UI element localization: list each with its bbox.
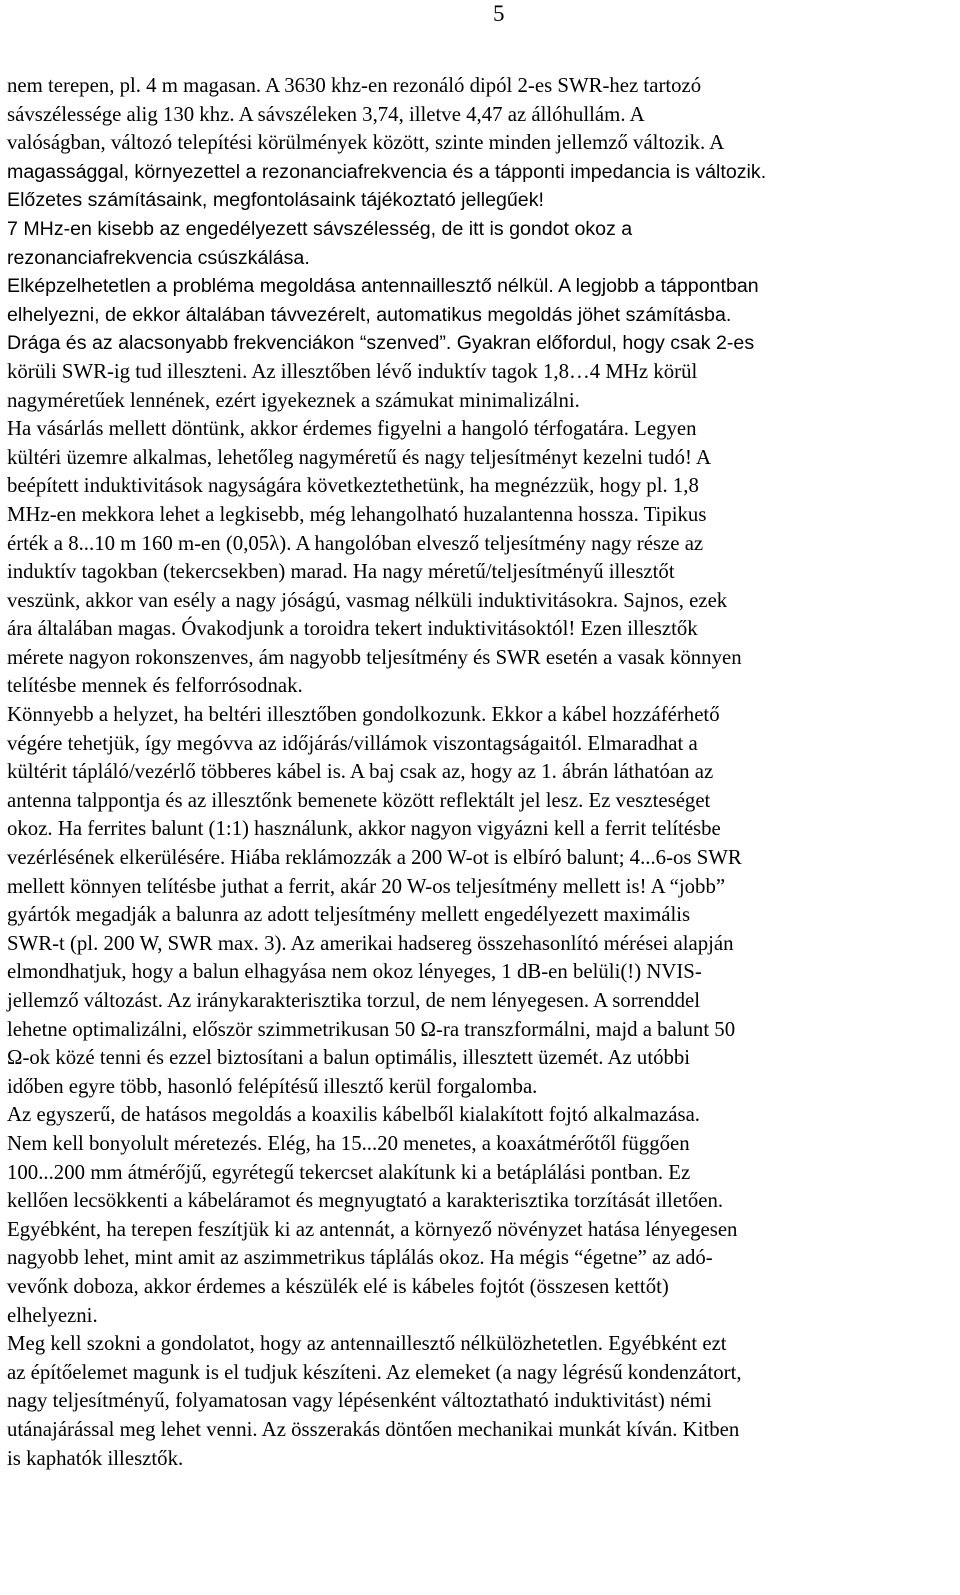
text-line: induktív tagokban (tekercsekben) marad. Ha nagy méretű/teljesítményű illesztőt <box>7 560 675 584</box>
text-line: az építőelemet magunk is el tudjuk készíteni. Az elemeket (a nagy légrésű kondenzátort, <box>7 1360 742 1384</box>
text-line: Az egyszerű, de hatásos megoldás a koaxilis kábelből kialakított fojtó alkalmazása. <box>7 1103 701 1127</box>
text-line: kellően lecsökkenti a kábeláramot és megnyugtató a karakterisztika torzítását illetően. <box>7 1189 724 1213</box>
text-line: Ω-ok közé tenni és ezzel biztosítani a balun optimális, illesztett üzemét. Az utóbbi <box>7 1046 691 1070</box>
text-line: Könnyebb a helyzet, ha beltéri illesztőben gondolkozunk. Ekkor a kábel hozzáférhető <box>7 703 720 727</box>
text-line: utánajárással meg lehet venni. Az összerakás döntően mechanikai munkát kíván. Kitben <box>7 1417 740 1441</box>
text-line: Elképzelhetetlen a probléma megoldása antennaillesztő nélkül. A legjobb a táppontban <box>7 275 759 298</box>
text-line: időben egyre több, hasonló felépítésű illesztő kerül forgalomba. <box>7 1074 538 1098</box>
text-line: elmondhatjuk, hogy a balun elhagyása nem okoz lényeges, 1 dB-en belüli(!) NVIS- <box>7 960 702 984</box>
page-number: 5 <box>493 1 505 26</box>
text-line: rezonanciafrekvencia csúszkálása. <box>7 246 310 269</box>
text-line: ára általában magas. Óvakodjunk a toroidra tekert induktivitásoktól! Ezen illesztők <box>7 617 698 641</box>
text-line: nem terepen, pl. 4 m magasan. A 3630 khz-en rezonáló dipól 2-es SWR-hez tartozó <box>7 74 702 97</box>
text-line: Ha vásárlás mellett döntünk, akkor érdemes figyelni a hangoló térfogatára. Legyen <box>7 417 697 441</box>
text-line: gyártók megadják a balunra az adott teljesítmény mellett engedélyezett maximális <box>7 903 691 927</box>
text-line: magassággal, környezettel a rezonanciafrekvencia és a tápponti impedancia is változik. <box>7 160 767 183</box>
text-line: is kaphatók illesztők. <box>7 1446 184 1470</box>
text-line: Előzetes számításaink, megfontolásaink tájékoztató jellegűek! <box>7 189 544 212</box>
text-line: MHz-en mekkora lehet a legkisebb, még lehangolható huzalantenna hossza. Tipikus <box>7 502 707 526</box>
text-line: nagyméretűek lennének, ezért igyekeznek a számukat minimalizálni. <box>7 388 580 412</box>
text-line: 100...200 mm átmérőjű, egyrétegű tekercset alakítunk ki a betáplálási pontban. Ez <box>7 1160 691 1184</box>
text-line: elhelyezni, de ekkor általában távvezérelt, automatikus megoldás jöhet számításba. <box>7 303 732 326</box>
text-line: kültéri üzemre alkalmas, lehetőleg nagyméretű és nagy teljesítményt kezelni tudó! A <box>7 445 711 469</box>
text-line: veszünk, akkor van esély a nagy jóságú, vasmag nélküli induktivitásokra. Sajnos, ezek <box>7 588 728 612</box>
text-line: nagyobb lehet, mint amit az aszimmetrikus táplálás okoz. Ha mégis “égetne” az adó- <box>7 1246 713 1270</box>
text-line: sávszélessége alig 130 khz. A sávszéleken 3,74, illetve 4,47 az állóhullám. A <box>7 102 645 126</box>
text-line: Meg kell szokni a gondolatot, hogy az antennaillesztő nélkülözhetetlen. Egyébként ezt <box>7 1332 727 1356</box>
text-line: beépített induktivitások nagyságára következtethetünk, ha megnézzük, hogy pl. 1,8 <box>7 474 699 498</box>
text-line: 7 MHz-en kisebb az engedélyezett sávszélesség, de itt is gondot okoz a <box>7 217 633 240</box>
text-line: lehetne optimalizálni, először szimmetrikusan 50 Ω-ra transzformálni, majd a balunt 50 <box>7 1017 736 1041</box>
text-line: antenna talppontja és az illesztőnk bemenete között reflektált jel lesz. Ez veszteséget <box>7 788 711 812</box>
text-line: SWR-t (pl. 200 W, SWR max. 3). Az amerikai hadsereg összehasonlító mérései alapján <box>7 931 734 955</box>
text-line: Nem kell bonyolult méretezés. Elég, ha 15...20 menetes, a koaxátmérőtől függően <box>7 1131 690 1155</box>
text-line: valóságban, változó telepítési körülmények között, szinte minden jellemző változik. A <box>7 131 725 155</box>
text-line: végére tehetjük, így megóvva az időjárás/villámok viszontagságaitól. Elmaradhat a <box>7 731 698 755</box>
text-line: nagy teljesítményű, folyamatosan vagy lépésenként változtatható induktivitást) némi <box>7 1389 712 1413</box>
body-text <box>7 72 957 1473</box>
text-line: elhelyezni. <box>7 1303 98 1327</box>
text-line: vevőnk doboza, akkor érdemes a készülék elé is kábeles fojtót (összesen kettőt) <box>7 1274 669 1298</box>
text-line: jellemző változást. Az iránykarakterisztika torzul, de nem lényegesen. A sorrenddel <box>7 989 700 1012</box>
text-line: telítésbe mennek és felforrósodnak. <box>7 674 303 698</box>
text-line: körüli SWR-ig tud illeszteni. Az illesztőben lévő induktív tagok 1,8…4 MHz körül <box>7 359 698 383</box>
text-line: mérete nagyon rokonszenves, ám nagyobb teljesítmény és SWR esetén a vasak könnyen <box>7 645 742 669</box>
text-line: érték a 8...10 m 160 m-en (0,05λ). A hangolóban elvesző teljesítmény nagy része az <box>7 531 704 555</box>
text-line: vezérlésének elkerülésére. Hiába reklámozzák a 200 W-ot is elbíró balunt; 4...6-os SWR <box>7 846 742 870</box>
text-line: mellett könnyen telítésbe juthat a ferrit, akár 20 W-os teljesítmény mellett is! A “jobb” <box>7 874 726 898</box>
text-line: Egyébként, ha terepen feszítjük ki az antennát, a környező növényzet hatása lényegesen <box>7 1217 738 1241</box>
text-line: Drága és az alacsonyabb frekvenciákon “szenved”. Gyakran előfordul, hogy csak 2-es <box>7 332 755 355</box>
text-line: okoz. Ha ferrites balunt (1:1) használunk, akkor nagyon vigyázni kell a ferrit telítésbe <box>7 817 721 841</box>
text-line: kültérit tápláló/vezérlő többeres kábel is. A baj csak az, hogy az 1. ábrán láthatóan az <box>7 760 714 784</box>
